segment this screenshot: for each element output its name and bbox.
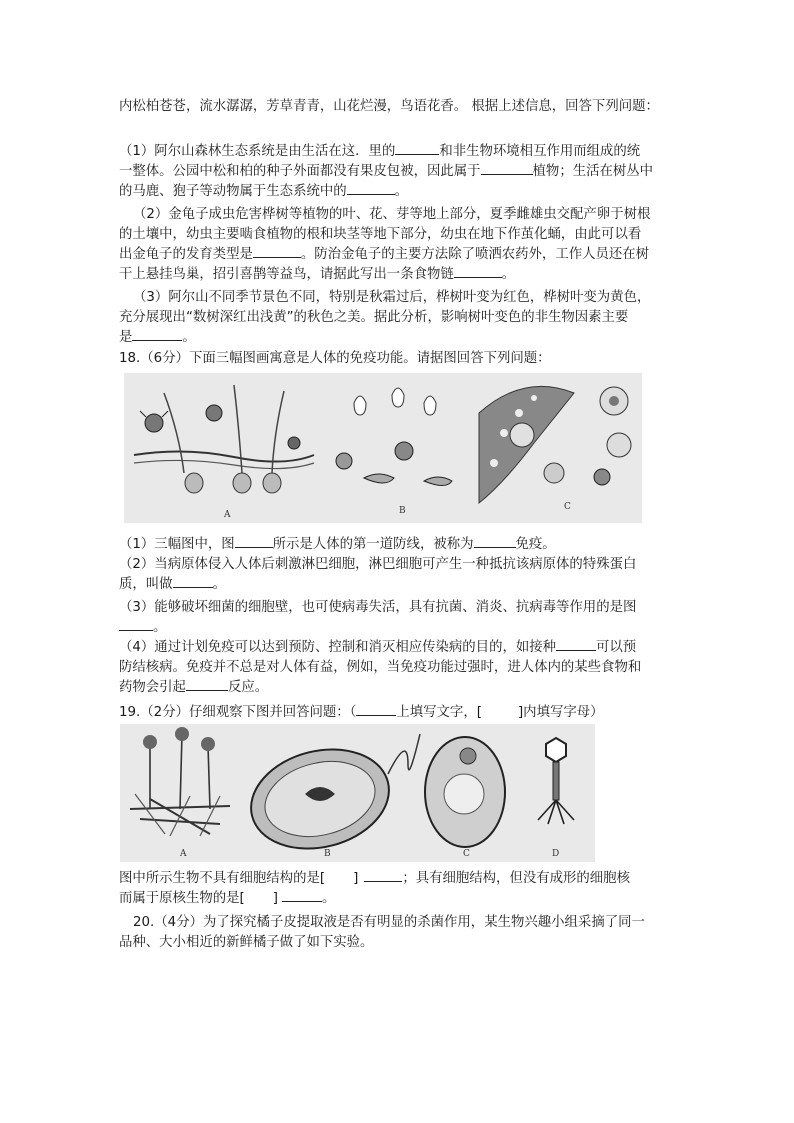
q18-p4-line1: （4）通过计划免疫可以达到预防、控制和消灭相应传染病的目的，如接种 可以预 bbox=[119, 640, 637, 655]
blood-cell-illustration bbox=[479, 386, 631, 503]
q19-line1: 图中所示生物不具有细胞结构的是[ ] ；具有细胞结构，但没有成形的细胞核 bbox=[119, 871, 630, 886]
figure-label-d: D bbox=[552, 849, 560, 859]
answer-blank bbox=[347, 182, 395, 195]
phagocyte-illustration bbox=[336, 388, 452, 486]
q17-p3-line1: （3）阿尔山不同季节景色不同，特别是秋霜过后，桦树叶变为红色，桦树叶变为黄色， bbox=[133, 290, 651, 305]
figure-label-a: A bbox=[180, 849, 187, 859]
q17-p2-line2: 的土壤中，幼虫主要啮食植物的根和块茎等地下部分，幼虫在地下作茧化蛹，由此可以看 bbox=[119, 227, 642, 242]
q20-line1: 20.（4分）为了探究橘子皮提取液是否有明显的杀菌作用，某生物兴趣小组采摘了同一 bbox=[133, 915, 645, 930]
organisms-figure bbox=[120, 724, 595, 862]
q19-line2: 而属于原核生物的是[ ] 。 bbox=[119, 891, 336, 906]
q18-p2-line2: 质，叫做 。 bbox=[119, 577, 226, 592]
q18-p4-line2: 防结核病。免疫并不总是对人体有益，例如，当免疫功能过强时，进人体内的某些食物和 bbox=[119, 660, 642, 675]
answer-blank bbox=[282, 889, 322, 902]
answer-blank bbox=[395, 142, 439, 155]
answer-blank bbox=[132, 328, 182, 341]
mold-illustration bbox=[130, 727, 230, 836]
skin-barrier-illustration bbox=[134, 385, 314, 493]
q17-p3-line3: 是 。 bbox=[119, 330, 196, 345]
q17-p1-line1: （1）阿尔山森林生态系统是由生活在这．里的 和非生物环境相互作用而组成的统 bbox=[119, 144, 641, 159]
q18-p3-line2: 。 bbox=[119, 618, 166, 638]
figure-label-b: B bbox=[324, 849, 331, 859]
q17-p2-line4: 干上悬挂鸟巢，招引喜鹊等益鸟，请据此写出一条食物链 。 bbox=[119, 267, 516, 282]
q17-p2-line3: 出金龟子的发育类型是 。防治金龟子的主要方法除了喷洒农药外，工作人员还在树 bbox=[119, 247, 650, 262]
answer-blank bbox=[173, 575, 213, 588]
q17-p2-line1: （2）金龟子成虫危害桦树等植物的叶、花、芽等地上部分，夏季雌雄虫交配产卵于树根 bbox=[133, 207, 651, 222]
figure-label-a: A bbox=[224, 510, 231, 520]
q17-p3-line2: 充分展现出“数树深红出浅黄”的秋色之美。据此分析，影响树叶变色的非生物因素主要 bbox=[119, 310, 629, 325]
q18-p4-line3: 药物会引起 反应。 bbox=[119, 680, 269, 695]
q17-p1-line3: 的马鹿、狍子等动物属于生态系统中的 。 bbox=[119, 184, 409, 199]
answer-blank bbox=[186, 678, 228, 691]
answer-blank bbox=[253, 245, 301, 258]
answer-blank bbox=[235, 535, 273, 548]
q18-p3-line1: （3）能够破坏细菌的细胞壁，也可使病毒失活，具有抗菌、消炎、抗病毒等作用的是图 bbox=[119, 600, 637, 615]
q18-p1: （1）三幅图中，图 所示是人体的第一道防线，被称为 免疫。 bbox=[119, 537, 556, 552]
q19-title: 19.（2分）仔细观察下图并回答问题：（ 上填写文字，[ ]内填写字母） bbox=[119, 705, 604, 720]
q18-p2-line1: （2）当病原体侵入人体后刺激淋巴细胞，淋巴细胞可产生一种抵抗该病原体的特殊蛋白 bbox=[119, 557, 637, 572]
answer-blank bbox=[481, 162, 533, 175]
figure-label-b: B bbox=[399, 506, 406, 516]
bacterium-illustration bbox=[240, 734, 420, 862]
figure-label-c: C bbox=[564, 502, 571, 512]
q20-line2: 品种、大小相近的新鲜橘子做了如下实验。 bbox=[119, 935, 374, 950]
answer-blank bbox=[454, 265, 502, 278]
immune-figure bbox=[124, 373, 642, 523]
virus-illustration bbox=[538, 738, 574, 824]
yeast-cell-illustration bbox=[425, 737, 505, 847]
answer-blank bbox=[364, 869, 402, 882]
intro-line: 内松柏苍苍，流水潺潺，芳草青青，山花烂漫，鸟语花香。 根据上述信息，回答下列问题： bbox=[119, 99, 659, 114]
answer-blank bbox=[119, 618, 153, 631]
answer-blank bbox=[356, 703, 396, 716]
figure-label-c: C bbox=[463, 849, 470, 859]
answer-blank bbox=[556, 638, 596, 651]
answer-blank bbox=[474, 535, 516, 548]
q18-title: 18.（6分）下面三幅图画寓意是人体的免疫功能。请据图回答下列问题： bbox=[119, 351, 551, 366]
q17-p1-line2: 一整体。公园中松和柏的种子外面都没有果皮包被，因此属于 植物；生活在树丛中 bbox=[119, 164, 654, 179]
